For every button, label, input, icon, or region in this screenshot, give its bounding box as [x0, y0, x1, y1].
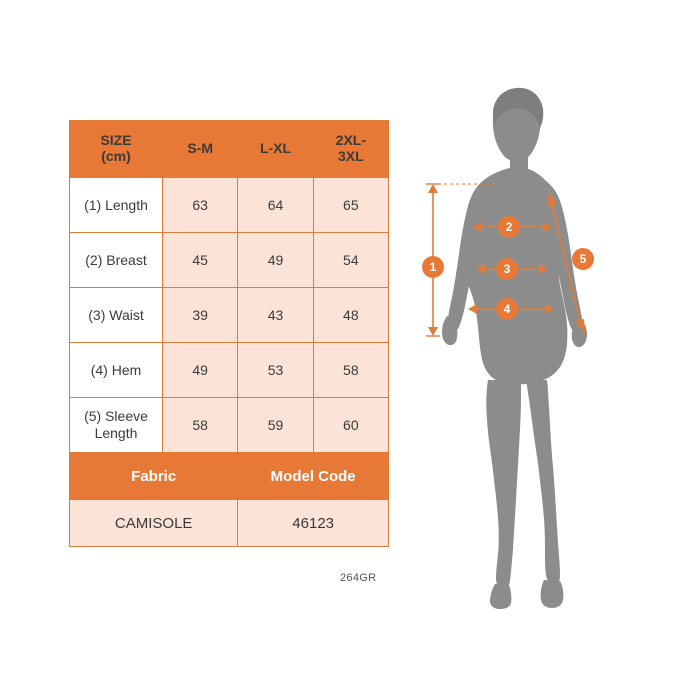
- cell-sleeve-lxl: 59: [238, 398, 313, 453]
- row-label-hem: (4) Hem: [70, 343, 163, 398]
- cell-waist-lxl: 43: [238, 288, 313, 343]
- size-chart-table-container: [69, 120, 389, 547]
- table-row: [70, 343, 389, 398]
- column-header-size: [70, 121, 163, 178]
- measurement-badge-3: 3: [496, 258, 518, 280]
- cell-hem-lxl: 53: [238, 343, 313, 398]
- footer-value-model-code: 46123: [238, 500, 389, 547]
- cell-length-2xl: 65: [313, 178, 388, 233]
- table-body: [70, 178, 389, 547]
- cell-waist-sm: 39: [163, 288, 238, 343]
- row-label-sleeve-length: [70, 398, 163, 453]
- row-label-length: (1) Length: [70, 178, 163, 233]
- column-header-2xl-line2: 3XL: [337, 148, 364, 164]
- model-code-note: 264GR: [340, 572, 377, 584]
- cell-breast-sm: 45: [163, 233, 238, 288]
- column-header-2xl-line1: 2XL-: [335, 132, 366, 149]
- female-silhouette-icon: [442, 88, 587, 609]
- footer-value-fabric: CAMISOLE: [70, 500, 238, 547]
- table-footer-value-row: [70, 500, 389, 547]
- cell-hem-2xl: 58: [313, 343, 388, 398]
- table-row: [70, 233, 389, 288]
- cell-hem-sm: 49: [163, 343, 238, 398]
- table-row: [70, 398, 389, 453]
- cell-waist-2xl: 48: [313, 288, 388, 343]
- cell-breast-2xl: 54: [313, 233, 388, 288]
- cell-length-lxl: 64: [238, 178, 313, 233]
- measurement-diagram: [400, 80, 660, 620]
- row-label-waist: (3) Waist: [70, 288, 163, 343]
- measurement-badge-4: 4: [496, 298, 518, 320]
- row-label-breast: (2) Breast: [70, 233, 163, 288]
- row-label-sleeve-line1: (5) Sleeve: [84, 408, 148, 425]
- column-header-lxl: L-XL: [238, 121, 313, 178]
- cell-sleeve-2xl: 60: [313, 398, 388, 453]
- size-chart-table: [69, 120, 389, 547]
- row-label-sleeve-line2: Length: [94, 425, 138, 441]
- table-row: [70, 288, 389, 343]
- measurement-badge-1: 1: [422, 256, 444, 278]
- column-header-2xl-3xl: [313, 121, 388, 178]
- footer-label-model-code: Model Code: [238, 453, 389, 500]
- table-row: [70, 178, 389, 233]
- cell-sleeve-sm: 58: [163, 398, 238, 453]
- table-footer-header-row: [70, 453, 389, 500]
- column-header-sm: S-M: [163, 121, 238, 178]
- column-header-size-line1: SIZE: [100, 132, 132, 149]
- footer-label-fabric: Fabric: [70, 453, 238, 500]
- figure-svg: [400, 80, 660, 620]
- table-header: [70, 121, 389, 178]
- cell-length-sm: 63: [163, 178, 238, 233]
- cell-breast-lxl: 49: [238, 233, 313, 288]
- table-header-row: [70, 121, 389, 178]
- measurement-badge-2: 2: [498, 216, 520, 238]
- column-header-size-line2: (cm): [101, 148, 131, 164]
- measurement-badge-5: 5: [572, 248, 594, 270]
